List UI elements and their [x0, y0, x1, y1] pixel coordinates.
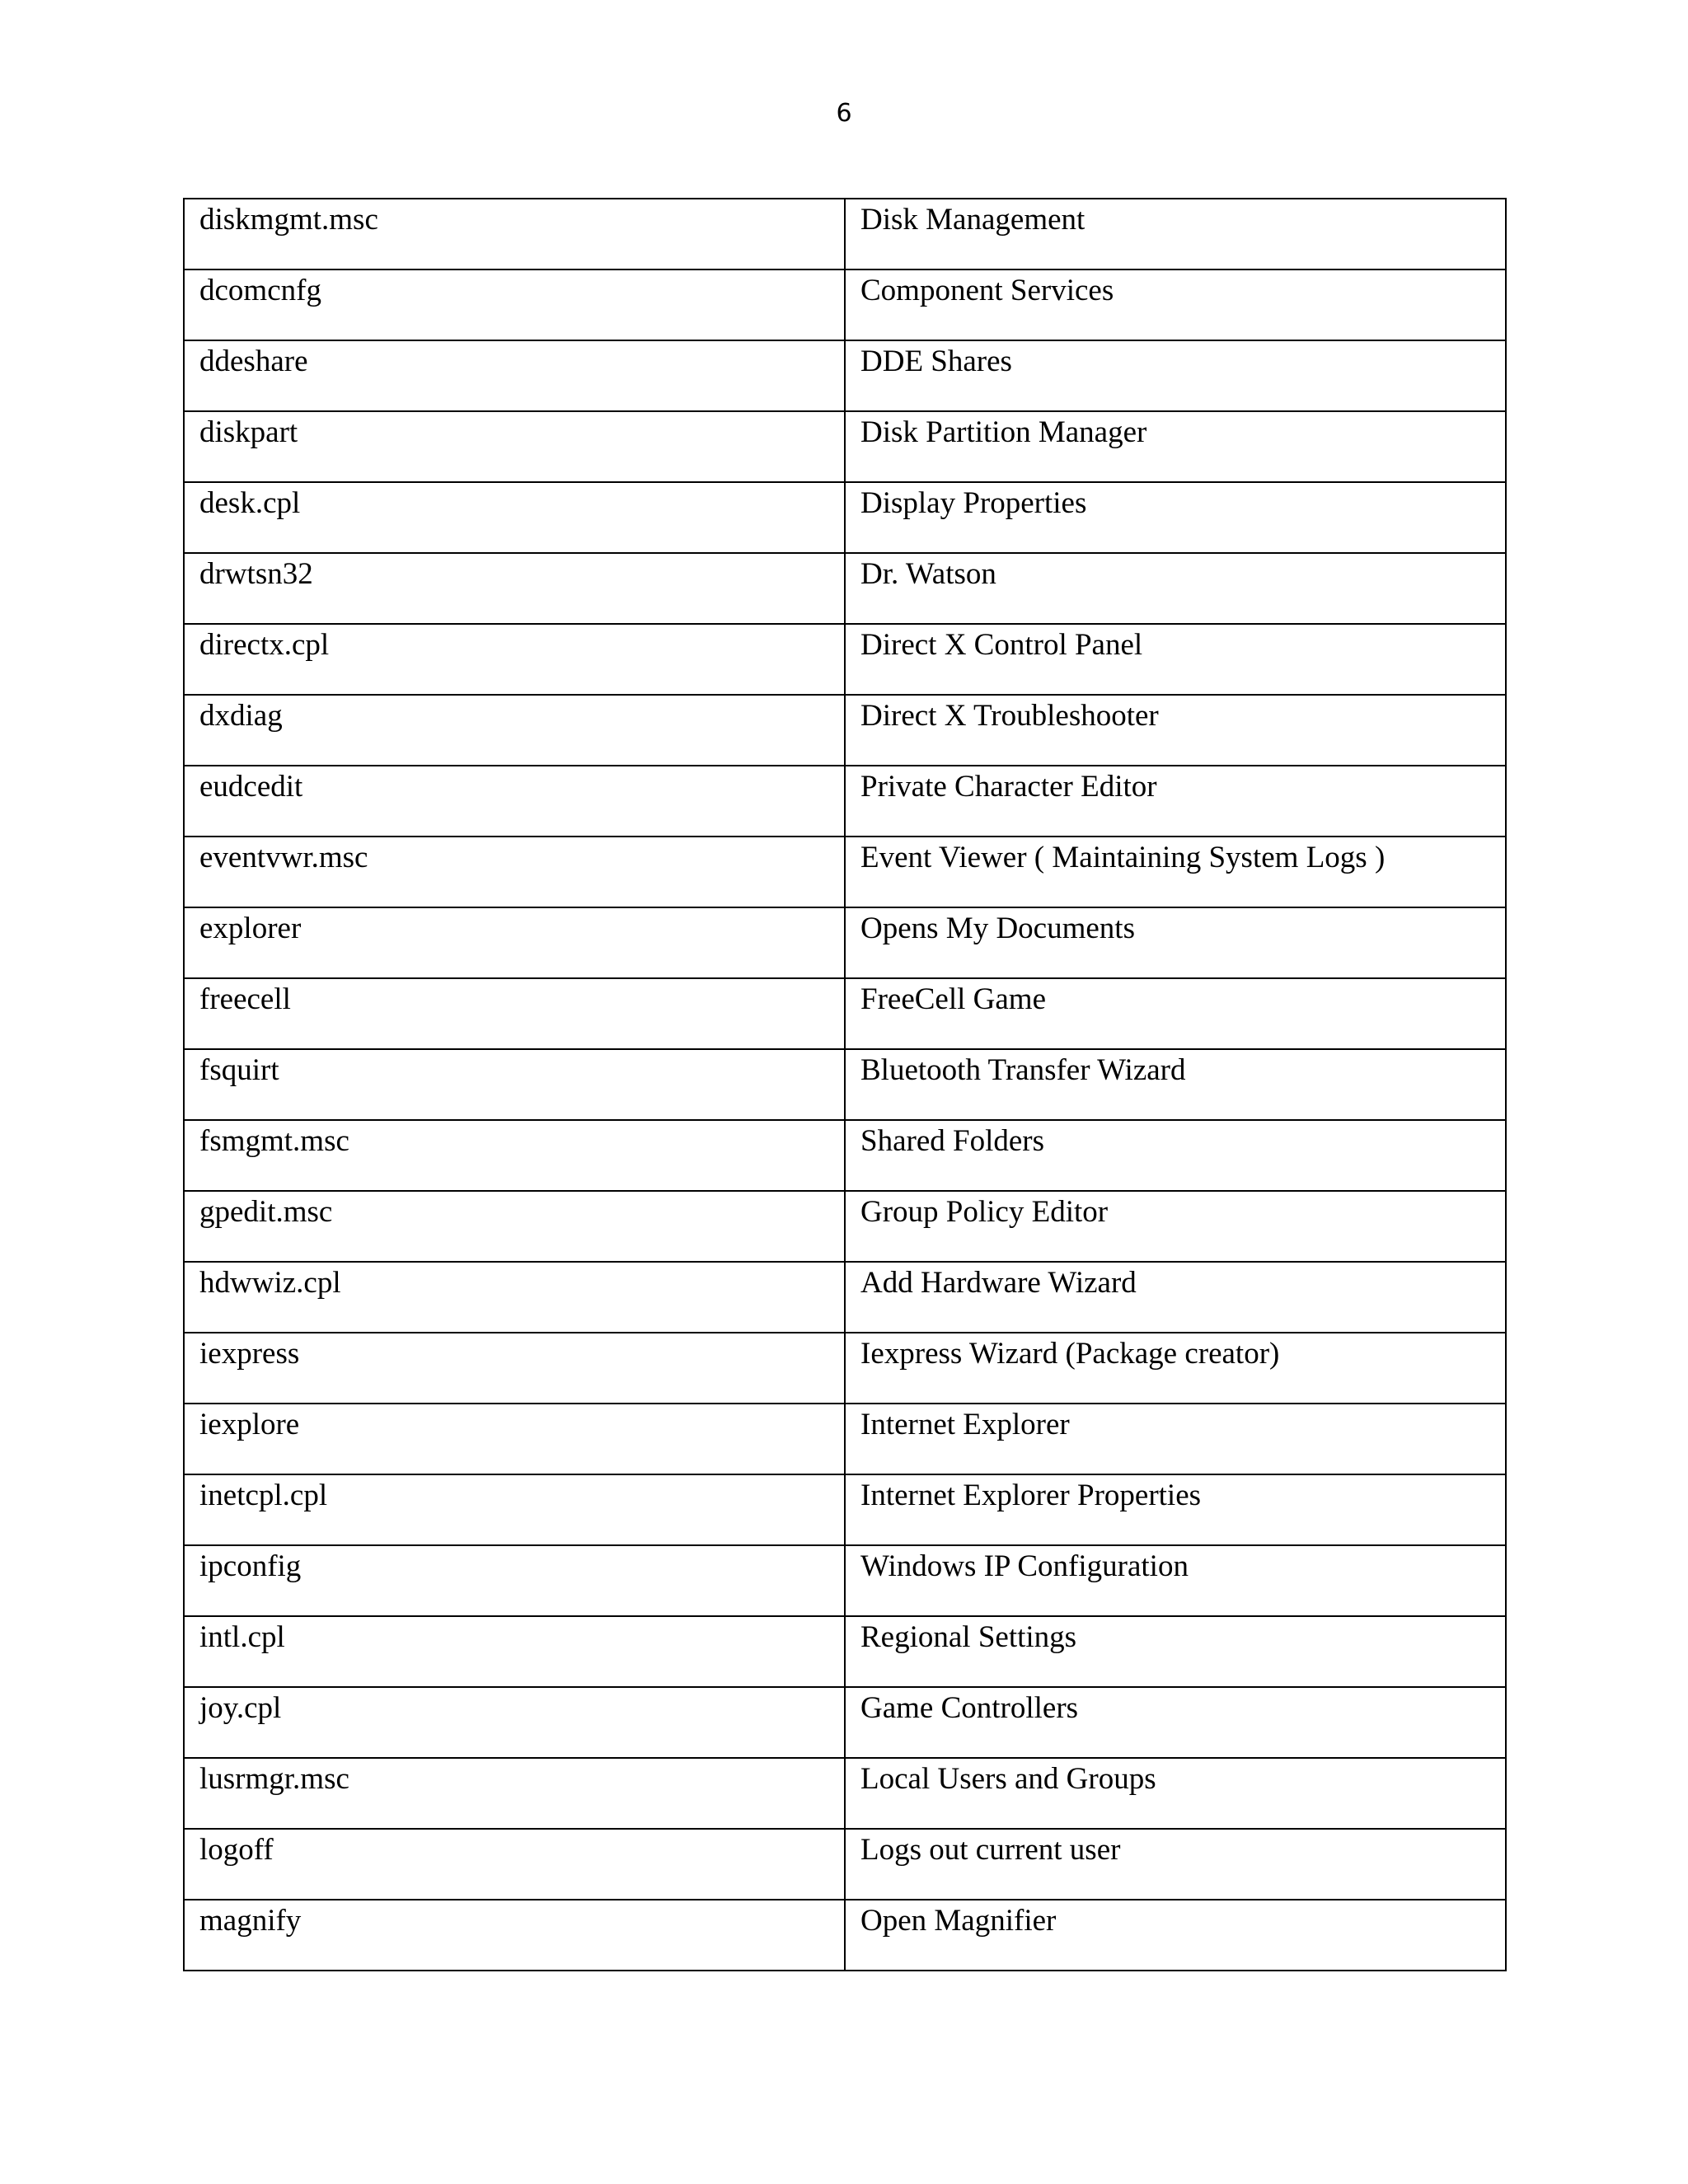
command-cell: iexpress — [184, 1333, 845, 1404]
command-cell: explorer — [184, 907, 845, 978]
table-row — [184, 1758, 1506, 1829]
table-row — [184, 1687, 1506, 1758]
command-cell: gpedit.msc — [184, 1191, 845, 1262]
command-cell: directx.cpl — [184, 624, 845, 695]
description-cell: Shared Folders — [845, 1120, 1506, 1191]
table-row — [184, 1191, 1506, 1262]
command-cell: inetcpl.cpl — [184, 1474, 845, 1545]
command-cell: joy.cpl — [184, 1687, 845, 1758]
description-cell: Windows IP Configuration — [845, 1545, 1506, 1616]
command-cell: intl.cpl — [184, 1616, 845, 1687]
description-cell: Display Properties — [845, 482, 1506, 553]
table-row — [184, 695, 1506, 766]
description-cell: Disk Management — [845, 199, 1506, 269]
command-cell: dcomcnfg — [184, 269, 845, 340]
table-row — [184, 837, 1506, 907]
description-cell: Event Viewer ( Maintaining System Logs ) — [845, 837, 1506, 907]
command-cell: magnify — [184, 1900, 845, 1971]
description-cell: Iexpress Wizard (Package creator) — [845, 1333, 1506, 1404]
description-cell: Internet Explorer — [845, 1404, 1506, 1474]
table-row — [184, 1616, 1506, 1687]
description-cell: Group Policy Editor — [845, 1191, 1506, 1262]
description-cell: Regional Settings — [845, 1616, 1506, 1687]
command-cell: diskpart — [184, 411, 845, 482]
command-cell: drwtsn32 — [184, 553, 845, 624]
command-table — [183, 198, 1507, 1971]
table-row — [184, 1545, 1506, 1616]
table-row — [184, 766, 1506, 837]
command-cell: logoff — [184, 1829, 845, 1900]
description-cell: Private Character Editor — [845, 766, 1506, 837]
command-cell: desk.cpl — [184, 482, 845, 553]
page-number: 6 — [836, 99, 852, 128]
table-row — [184, 978, 1506, 1049]
description-cell: Open Magnifier — [845, 1900, 1506, 1971]
command-cell: ipconfig — [184, 1545, 845, 1616]
table-row — [184, 411, 1506, 482]
table-row — [184, 1262, 1506, 1333]
command-cell: ddeshare — [184, 340, 845, 411]
description-cell: Internet Explorer Properties — [845, 1474, 1506, 1545]
table-row — [184, 1120, 1506, 1191]
table-row — [184, 269, 1506, 340]
description-cell: Disk Partition Manager — [845, 411, 1506, 482]
table-row — [184, 1474, 1506, 1545]
description-cell: Direct X Troubleshooter — [845, 695, 1506, 766]
description-cell: FreeCell Game — [845, 978, 1506, 1049]
command-cell: hdwwiz.cpl — [184, 1262, 845, 1333]
description-cell: Dr. Watson — [845, 553, 1506, 624]
command-cell: dxdiag — [184, 695, 845, 766]
table-row — [184, 1333, 1506, 1404]
description-cell: Bluetooth Transfer Wizard — [845, 1049, 1506, 1120]
command-cell: fsmgmt.msc — [184, 1120, 845, 1191]
table-row — [184, 553, 1506, 624]
command-cell: eventvwr.msc — [184, 837, 845, 907]
description-cell: Opens My Documents — [845, 907, 1506, 978]
table-row — [184, 1829, 1506, 1900]
description-cell: Local Users and Groups — [845, 1758, 1506, 1829]
description-cell: Logs out current user — [845, 1829, 1506, 1900]
command-cell: iexplore — [184, 1404, 845, 1474]
description-cell: Direct X Control Panel — [845, 624, 1506, 695]
table-row — [184, 624, 1506, 695]
table-row — [184, 1404, 1506, 1474]
table-row — [184, 907, 1506, 978]
table-row — [184, 1049, 1506, 1120]
command-cell: fsquirt — [184, 1049, 845, 1120]
command-cell: eudcedit — [184, 766, 845, 837]
description-cell: Game Controllers — [845, 1687, 1506, 1758]
table-row — [184, 1900, 1506, 1971]
command-cell: freecell — [184, 978, 845, 1049]
table-row — [184, 340, 1506, 411]
command-cell: diskmgmt.msc — [184, 199, 845, 269]
description-cell: Add Hardware Wizard — [845, 1262, 1506, 1333]
table-row — [184, 199, 1506, 269]
command-cell: lusrmgr.msc — [184, 1758, 845, 1829]
command-table-body — [184, 199, 1506, 1971]
table-row — [184, 482, 1506, 553]
description-cell: DDE Shares — [845, 340, 1506, 411]
description-cell: Component Services — [845, 269, 1506, 340]
